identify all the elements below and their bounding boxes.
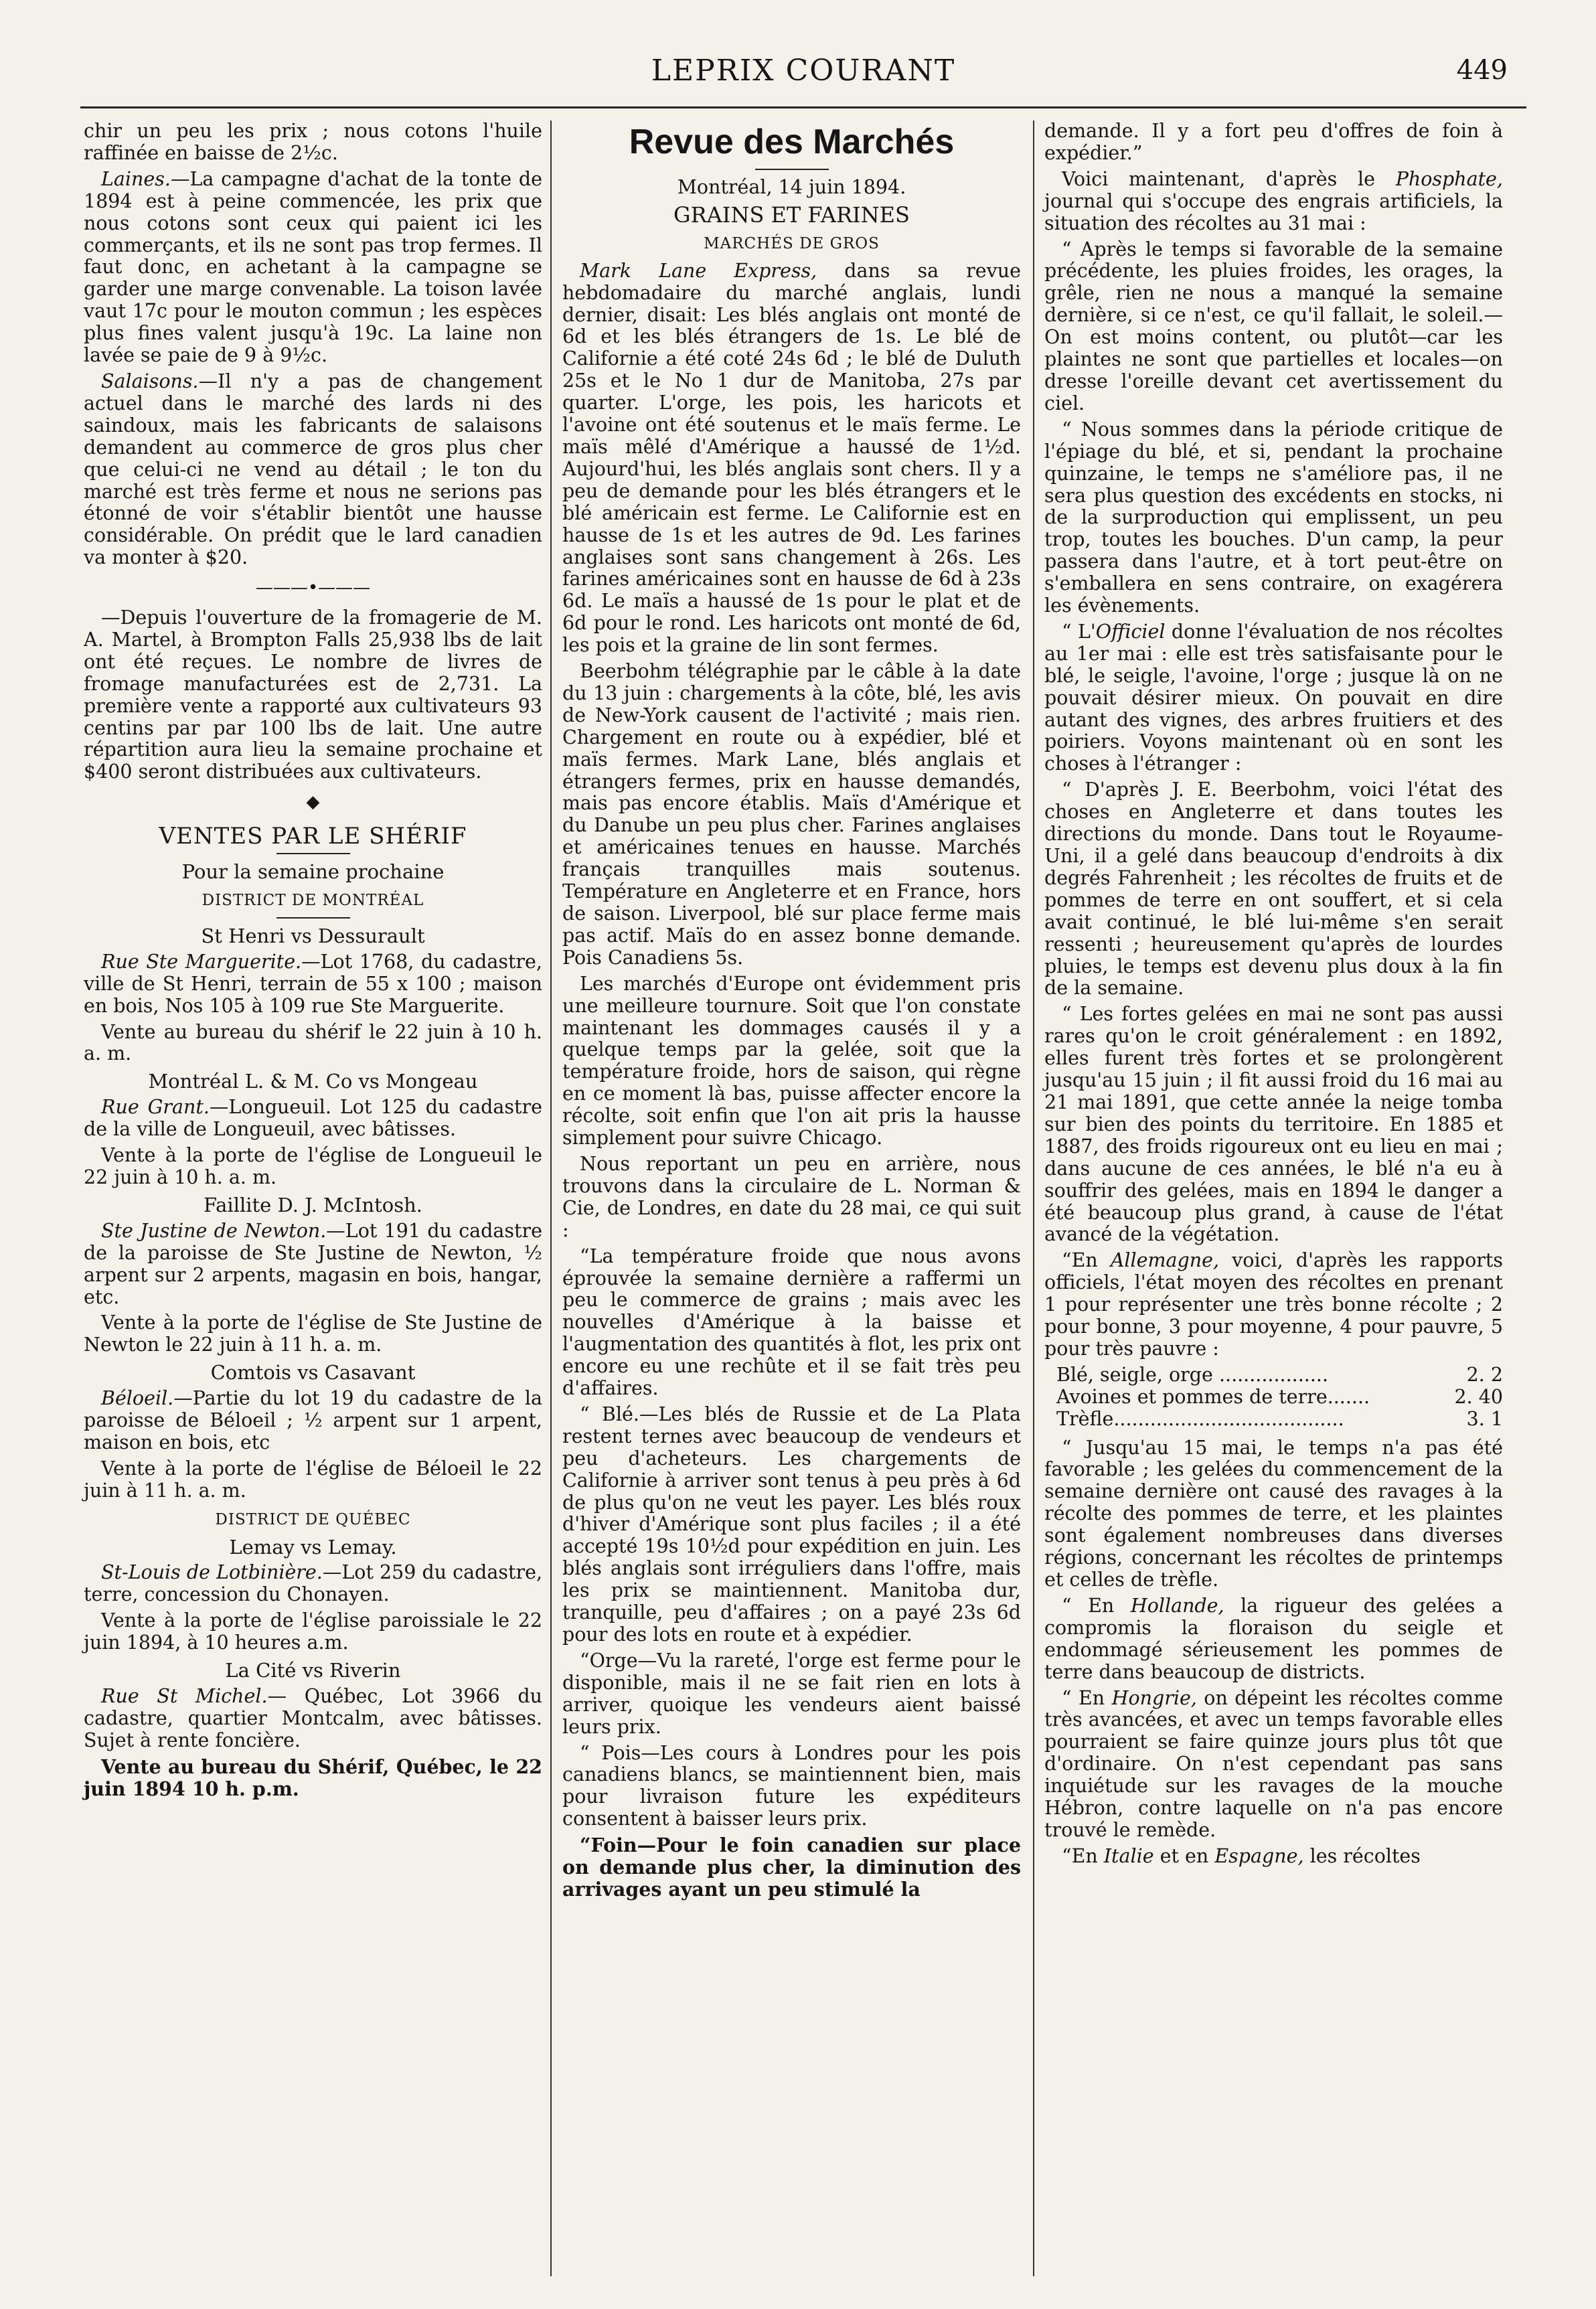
text-run: “ En [1062,1594,1131,1617]
crop-label: Blé, seigle, orge .................. [1056,1363,1329,1386]
case-description [84,1220,542,1309]
paragraph: Nous reportant un peu en arrière, nous trouvons dans la circulaire de L. Norman & Cie, de Londres, en date du 28 mai, ce qui suit : [562,1152,1021,1241]
case-text: —Partie du lot 19 du cadastre de la paroisse de Béloeil ; ½ arpent sur 1 arpent, maison en bois, etc [84,1387,542,1453]
text-run: “ En [1062,1686,1112,1709]
case-title: Comtois vs Casavant [210,1361,416,1384]
paragraph: chir un peu les prix ; nous cotons l'huile raffinée en baisse de 2½c. [84,120,542,164]
paragraph: “La température froide que nous avons éprouvée la semaine dernière a raffermi un peu le commerce de grains ; mais avec les nouvelles d'Amérique à la baisse et l'augmentation des quantités à flot, les prix ont encore eu une rechûte et il se fait très peu d'affaires. [562,1245,1021,1400]
crop-label: Avoines et pommes de terre....... [1056,1385,1370,1408]
case-description [84,1686,542,1752]
paragraph: demande. Il y a fort peu d'offres de foin à expédier.” [1044,120,1503,164]
run-in-label: Rue St Michel. [101,1685,268,1707]
case-description [84,1097,542,1141]
divider [276,853,350,854]
paragraph [1044,621,1503,775]
case-text: —Lot 259 du cadastre, terre, concession du Chonayen. [84,1561,542,1606]
section-heading: GRAINS ET FARINES [673,202,910,228]
paragraph [1044,1250,1503,1360]
paragraph: “Orge—Vu la rareté, l'orge est ferme pour le disponible, mais il ne se fait rien en lots à arriver, quoique les vendeurs aient baissé leurs prix. [562,1649,1021,1738]
diamond-ornament: ◆ [306,792,320,813]
country-name: Allemagne, [1110,1249,1220,1272]
case-text: —Lot 191 du cadastre de la paroisse de Ste Justine de Newton, ½ arpent sur 2 arpents, magasin en bois, hangar, etc. [84,1219,542,1308]
paragraph [1044,1595,1503,1684]
column-separator-1 [550,121,552,2276]
section-subtitle: Pour la semaine prochaine [181,860,445,884]
country-name: Hollande, [1130,1594,1224,1617]
crop-label: Trèfle...................................... [1056,1407,1344,1430]
case-sale: Vente à la porte de l'église de Ste Justine de Newton le 22 juin à 11 h. a. m. [84,1311,542,1356]
page-header [80,48,1526,108]
run-in-label: Béloeil. [101,1387,174,1410]
journal-title: LEPRIX COURANT [651,54,956,88]
paragraph [1044,1688,1503,1842]
text-run: voici, d'après les rapports officiels, l'état moyen des récoltes en prenant 1 pour représenter une très bonne récolte ; 2 pour bonne, 3 pour moyenne, 4 pour pauvre, 5 pour très pauvre : [1044,1249,1504,1360]
paragraph: “ Nous sommes dans la période critique de l'épiage du blé, et si, pendant la prochaine quinzaine, le temps ne s'améliore pas, il ne sera plus question des excédents en stocks, ni de la surproduction qui emplissent, un peu trop, toutes les bouches. D'un camp, la peur passera dans l'autre, et à tort peut-être on s'emballera en sens contraire, on exagérera les évènements. [1044,418,1503,617]
case-description [84,1562,542,1606]
crop-ratings-list [1056,1364,1503,1431]
run-in-label: Salaisons. [101,370,199,392]
paragraph: “Foin—Pour le foin canadien sur place on demande plus cher, la diminution des arrivages ayant un peu stimulé la [562,1834,1021,1901]
case-title: Montréal L. & M. Co vs Mongeau [148,1070,478,1093]
section-title: VENTES PAR LE SHÉRIF [159,823,467,850]
section-ornament: ———•——— [255,578,371,599]
paragraph [562,260,1021,657]
publication-name: Mark Lane Express, [580,259,817,282]
crop-value: 2. 40 [1454,1385,1503,1408]
case-title: Lemay vs Lemay. [229,1535,397,1559]
article-title: Revue des Marchés [629,123,955,161]
divider [755,169,829,170]
case-description [84,951,542,1018]
case-sale: Vente à la porte de l'église paroissiale le 22 juin 1894, à 10 heures a.m. [84,1609,542,1654]
text-run: les récoltes [1303,1844,1421,1867]
paragraph: “ Les fortes gelées en mai ne sont pas aussi rares qu'on le croit généralement : en 1892, elles furent très fortes et se prolongèrent jusqu'au 15 juin ; il fit aussi froid du 16 mai au 21 mai 1891, que cette année la neige tomba sur bien des points du territoire. En 1885 et 1887, des froids rigoureux ont eu lieu en mai ; dans aucune de ces années, le blé n'a eu à souffrir des gelées, mais en 1894 le danger a été beaucoup plus grand, à cause de l'état avancé de la végétation. [1044,1003,1503,1246]
subsection-heading: MARCHÉS DE GROS [704,234,880,252]
case-title: St Henri vs Dessurault [201,924,425,947]
paragraph: “ Après le temps si favorable de la semaine précédente, les pluies froides, les orages, la grêle, rien ne nous a manqué la semaine dernière, si ce n'est, ce qu'il fallait, le soleil.—On est moins content, ou plutôt—car les plaintes ne sont que partielles et locales—on dresse l'oreille devant cet avertissement du ciel. [1044,238,1503,414]
text-run: “ L' [1062,620,1096,643]
paragraph-text: —La campagne d'achat de la tonte de 1894 est à peine commencée, les prix que nous cotons sont ceux qui paient ici les commerçants, et ils ne sont pas trop fermes. Il faut donc, en achetant à la campagne se garder une marge convenable. La toison lavée vaut 17c pour le mouton commun ; les espèces plus fines valent jusqu'à 19c. La laine non lavée se paie de 9 à 9½c. [84,167,542,367]
paragraph-fromagerie: —Depuis l'ouverture de la fromagerie de M. A. Martel, à Brompton Falls 25,938 lbs de lait ont été reçues. Le nombre de livres de fromage manufacturées est de 2,731. La première vente a rapporté aux cultivateurs 93 centins par par 100 lbs de lait. Une autre répartition aura lieu la semaine prochaine et $400 seront distribuées aux cultivateurs. [84,607,542,783]
case-sale: Vente au bureau du Shérif, Québec, le 22 juin 1894 10 h. p.m. [84,1755,542,1800]
run-in-label: Rue Grant. [101,1096,210,1119]
page-number: 449 [1456,55,1508,86]
case-text: —Lot 1768, du cadastre, ville de St Henri, terrain de 55 x 100 ; maison en bois, Nos 105 à 109 rue Ste Marguerite. [84,950,542,1017]
run-in-label: Ste Justine de Newton. [101,1219,327,1242]
crop-value: 3. 1 [1466,1407,1503,1430]
paragraph [1044,169,1503,235]
crop-row [1056,1386,1503,1409]
run-in-label: St-Louis de Lotbinière. [101,1561,323,1584]
column-1 [84,121,542,1804]
text-run: et en [1153,1844,1215,1867]
column-3 [1044,121,1503,1872]
paragraph-text: —Il n'y a pas de changement actuel dans le marché des lards ni des saindoux, mais les fabricants de salaisons demandent au commerce de gros plus cher que celui-ci ne vend au détail ; le ton du marché est très ferme et nous ne serions pas étonné de voir s'établir bientôt une hausse considérable. On prédit que le lard canadien va monter à $20. [84,370,542,569]
crop-row [1056,1364,1503,1386]
paragraph: Les marchés d'Europe ont évidemment pris une meilleure tournure. Soit que l'on constate maintenant les dommages causés il y a quelque temps par la gelée, soit que la température froide, hors de saison, qui règne en ce moment là bas, puisse affecter encore la récolte, soit enfin que l'on ait pris la hausse simplement pour suivre Chicago. [562,972,1021,1149]
run-in-label: Rue Ste Marguerite. [101,950,302,973]
paragraph: “ Pois—Les cours à Londres pour les pois canadiens blancs, se maintiennent bien, mais pour livraison future les expéditeurs consentent à baisser leurs prix. [562,1741,1021,1830]
text-run: journal qui s'occupe des engrais artificiels, la situation des récoltes au 31 mai : [1044,189,1503,234]
paragraph-salaisons [84,371,542,569]
country-name: Espagne, [1214,1844,1304,1867]
divider [276,917,350,919]
case-sale: Vente à la porte de l'église de Béloeil le 22 juin à 11 h. a. m. [84,1457,542,1502]
case-sale: Vente à la porte de l'église de Longueuil le 22 juin à 10 h. a. m. [84,1144,542,1188]
column-2 [562,121,1021,1905]
country-name: Italie [1103,1844,1154,1867]
dateline: Montréal, 14 juin 1894. [677,176,906,198]
paragraph: “ Jusqu'au 15 mai, le temps n'a pas été favorable ; les gelées du commencement de la semaine dernière ont causé des ravages à la récolte des pommes de terre, et les plaintes sont également nombreuses dans diverses régions, concernant les récoltes de printemps et celles de trèfle. [1044,1436,1503,1591]
run-in-label: Laines. [101,167,171,190]
paragraph: “ D'après J. E. Beerbohm, voici l'état des choses en Angleterre et dans toutes les directions du monde. Dans tout le Royaume-Uni, il a gelé dans beaucoup d'endroits à dix degrés Fahrenheit ; les récoltes de fruits et de pommes de terre en ont souffert, et si cela avait continué, le blé lui-même s'en serait ressenti ; heureusement qu'après de lourdes pluies, le temps est devenu plus doux à la fin de la semaine. [1044,779,1503,1000]
case-description [84,1388,542,1454]
crop-row [1056,1409,1503,1431]
paragraph-laines [84,169,542,367]
crop-value: 2. 2 [1466,1363,1503,1386]
publication-name: Officiel [1095,620,1166,643]
publication-name: Phosphate, [1395,167,1503,190]
text-run: on dépeint les récoltes comme très avancées, et avec un temps favorable elles pourraient se faire quinze jours plus tôt que d'ordinaire. On n'est cependant pas sans inquiétude sur les ravages de la mouche Hébron, contre laquelle on n'a pas encore trouvé le remède. [1044,1686,1503,1841]
case-title: Faillite D. J. McIntosh. [203,1193,422,1216]
case-text: —Longueuil. Lot 125 du cadastre de la ville de Longueuil, avec bâtisses. [84,1096,542,1141]
district-heading: DISTRICT DE MONTRÉAL [202,892,424,909]
text-run: “En [1062,1249,1111,1272]
district-heading: DISTRICT DE QUÉBEC [215,1510,411,1528]
paragraph [1044,1846,1503,1868]
case-sale: Vente au bureau du shérif le 22 juin à 10 h. a. m. [84,1020,542,1065]
paragraph: Beerbohm télégraphie par le câble à la date du 13 juin : chargements à la côte, blé, les avis de New-York causent de l'activité ; mais rien. Chargement en route ou à expédier, blé et maïs fermes. Mark Lane, blés anglais et étrangers fermes, prix en hausse demandés, mais pas encore établis. Maïs d'Amérique et du Danube un peu plus cher. Farines anglaises et américaines tenues en hausse. Marchés français tranquilles mais soutenus. Température en Angleterre et en France, hors de saison. Liverpool, blé sur place ferme mais pas actif. Maïs do en assez bonne demande. Pois Canadiens 5s. [562,660,1021,969]
text-run: la rigueur des gelées a compromis la floraison du seigle et endommagé sérieusement les pommes de terre dans beaucoup de districts. [1044,1594,1503,1683]
paragraph: “ Blé.—Les blés de Russie et de La Plata restent ternes avec beaucoup de vendeurs et peu d'acheteurs. Les chargements de Californie à arriver sont tenus à peu près à 6d de plus qu'on ne veut les payer. Les blés roux d'hiver d'Amérique sont plus faciles ; il a été accepté 19s 10½d pour expédition en juin. Les blés anglais sont irréguliers dans l'offre, mais les prix se maintiennent. Manitoba dur, tranquille, peu d'affaires ; on a payé 23s 6d pour des lots en route et à expédier. [562,1403,1021,1646]
case-text: — Québec, Lot 3966 du cadastre, quartier Montcalm, avec bâtisses. Sujet à rente foncière. [84,1685,542,1751]
column-separator-2 [1033,121,1034,2276]
text-run: donne l'évaluation de nos récoltes au 1er mai : elle est très satisfaisante pour le blé, le seigle, l'avoine, l'orge ; jusque là on ne pouvait désirer mieux. On pouvait en dire autant des vignes, des arbres fruitiers et des poiriers. Voyons maintenant où en sont les choses à l'étranger : [1044,620,1503,775]
paragraph-text: dans sa revue hebdomadaire du marché anglais, lundi dernier, disait: Les blés anglais ont monté de 6d et les blés étrangers de 1s. Le blé de Californie a été coté 24s 6d ; le blé de Duluth 25s et le No 1 dur de Manitoba, 27s par quarter. L'orge, les pois, les haricots et l'avoine ont été soutenus et le maïs ferme. Le maïs mêlé d'Amérique a haussé de 1½d. Aujourd'hui, les blés anglais sont chers. Il y a peu de demande pour les blés étrangers et le blé américain est ferme. Le Californie est en hausse de 1s et les autres de 9d. Les farines anglaises sont sans changement à 26s. Les farines américaines sont en hausse de 6d à 23s 6d. Le maïs a haussé de 1s pour le plat et de 6d pour le rond. Les haricots ont monté de 6d, les pois et la graine de lin sont fermes. [562,259,1021,657]
header-rule [80,106,1526,108]
text-run: “En [1062,1844,1104,1867]
text-run: Voici maintenant, d'après le [1062,167,1396,190]
country-name: Hongrie, [1111,1686,1197,1709]
case-title: La Cité vs Riverin [225,1659,401,1682]
